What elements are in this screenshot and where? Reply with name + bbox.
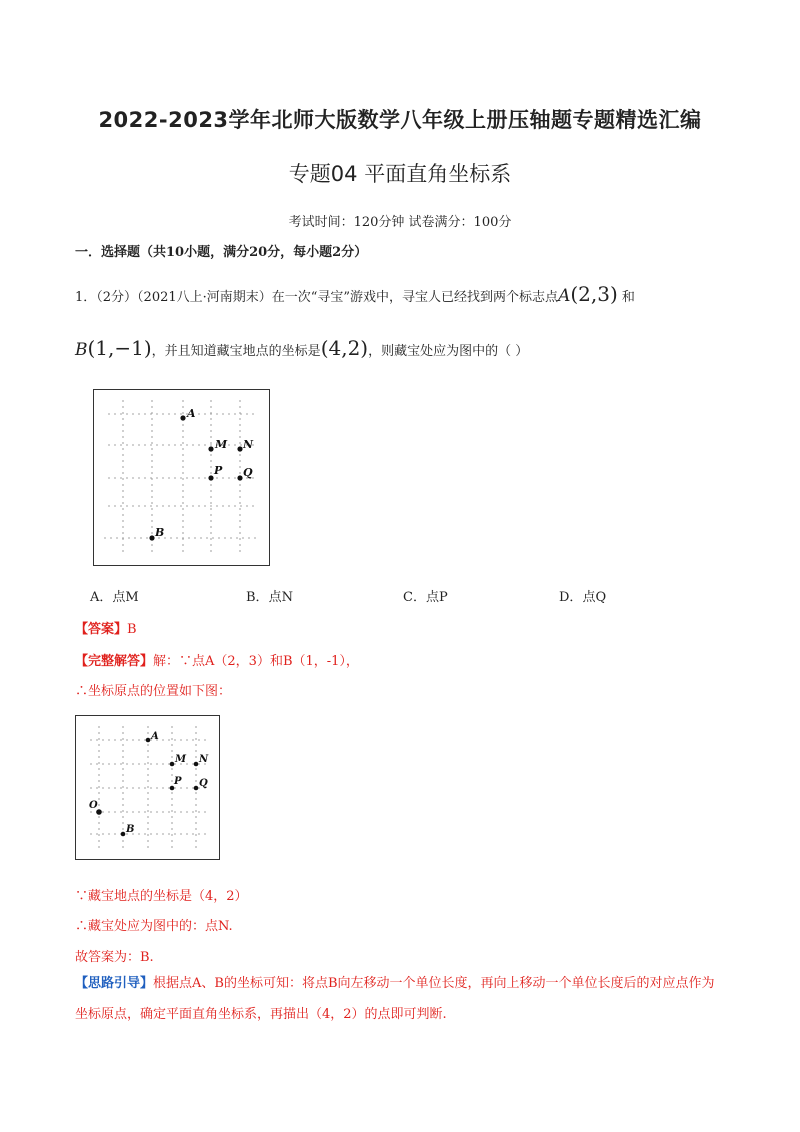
answer-value: B (127, 622, 137, 637)
section-heading: 一．选择题（共10小题，满分20分，每小题2分） (75, 245, 368, 260)
point-b-coords: (1,−1) (87, 336, 152, 360)
question-1-line-1 (75, 282, 635, 306)
label-n: N (243, 438, 254, 451)
sol-point-q-dot (194, 786, 199, 791)
option-a-text: 点M (112, 590, 139, 605)
sol-point-n-dot (194, 762, 199, 767)
final-answer-line: 故答案为：B. (75, 950, 154, 965)
point-a-letter: A (558, 286, 571, 306)
option-b-letter: B． (246, 590, 269, 605)
label-q: Q (243, 466, 253, 479)
hint-text: 根据点A、B的坐标可知：将点B向左移动一个单位长度，再向上移动一个单位长度后的对应点作为坐标原点，确定平面直角坐标系，再描出（4，2）的点即可判断. (75, 976, 715, 1022)
point-n-dot (237, 446, 242, 451)
document-subtitle: 专题04 平面直角坐标系 (288, 162, 512, 186)
point-q-dot (237, 475, 242, 480)
sol-label-p: P (174, 776, 182, 787)
treasure-coords-math (320, 336, 369, 360)
because-line: ∵藏宝地点的坐标是（4，2） (75, 889, 248, 904)
question-figure (93, 389, 270, 566)
sol-label-q: Q (199, 778, 208, 789)
option-a[interactable] (90, 586, 139, 605)
option-a-letter: A． (90, 590, 113, 605)
sol-point-a-dot (146, 738, 151, 743)
hint-paragraph (75, 968, 725, 1030)
point-b-letter: B (75, 340, 88, 360)
sol-label-b: B (126, 824, 135, 835)
origin-line: ∴坐标原点的位置如下图： (75, 684, 232, 699)
question-figure-grid (94, 390, 269, 565)
option-d-letter: D． (559, 590, 583, 605)
solution-line (75, 650, 359, 669)
option-b[interactable] (246, 586, 293, 605)
sol-label-o: O (89, 800, 98, 811)
solution-tag: 【完整解答】 (75, 654, 154, 669)
sol-point-b-dot (121, 832, 126, 837)
sol-label-n: N (199, 754, 209, 765)
answer-tag: 【答案】 (75, 622, 128, 637)
document-title: 2022-2023学年北师大版数学八年级上册压轴题专题精选汇编 (98, 108, 702, 132)
point-m-dot (208, 446, 213, 451)
option-b-text: 点N (268, 590, 293, 605)
treasure-coords: (4,2) (320, 336, 369, 360)
and-word: 和 (621, 290, 635, 305)
point-a-math (558, 282, 618, 306)
solution-figure-grid (76, 716, 219, 859)
sol-label-m: M (175, 754, 187, 765)
question-1-line-2 (75, 336, 528, 360)
option-c[interactable] (403, 586, 448, 605)
point-a-coords: (2,3) (570, 282, 618, 306)
question-1-suffix: ，则藏宝处应为图中的（ ） (368, 344, 529, 359)
therefore-line: ∴藏宝处应为图中的：点N. (75, 919, 233, 934)
option-c-text: 点P (425, 590, 448, 605)
question-1-prefix: 1．（2分）（2021八上·河南期末）在一次“寻宝”游戏中，寻宝人已经找到两个标志点 (75, 290, 559, 305)
answer-line (75, 618, 137, 637)
point-b-math (75, 336, 152, 360)
exam-info: 考试时间：120分钟 试卷满分：100分 (288, 215, 512, 230)
question-1-middle: ，并且知道藏宝地点的坐标是 (151, 344, 321, 359)
option-d[interactable] (559, 586, 606, 605)
label-p: P (214, 464, 223, 477)
point-p-dot (208, 475, 213, 480)
option-d-text: 点Q (582, 590, 607, 605)
solution-intro: 解：∵点A（2，3）和B（1，-1）， (153, 654, 359, 669)
sol-label-a: A (151, 731, 159, 742)
point-a-dot (180, 415, 185, 420)
point-b-dot (149, 535, 154, 540)
solution-figure (75, 715, 220, 860)
label-b: B (155, 526, 165, 539)
label-m: M (215, 438, 228, 451)
label-a: A (187, 407, 196, 420)
hint-tag: 【思路引导】 (75, 976, 154, 991)
sol-point-m-dot (170, 762, 175, 767)
option-c-letter: C． (403, 590, 426, 605)
